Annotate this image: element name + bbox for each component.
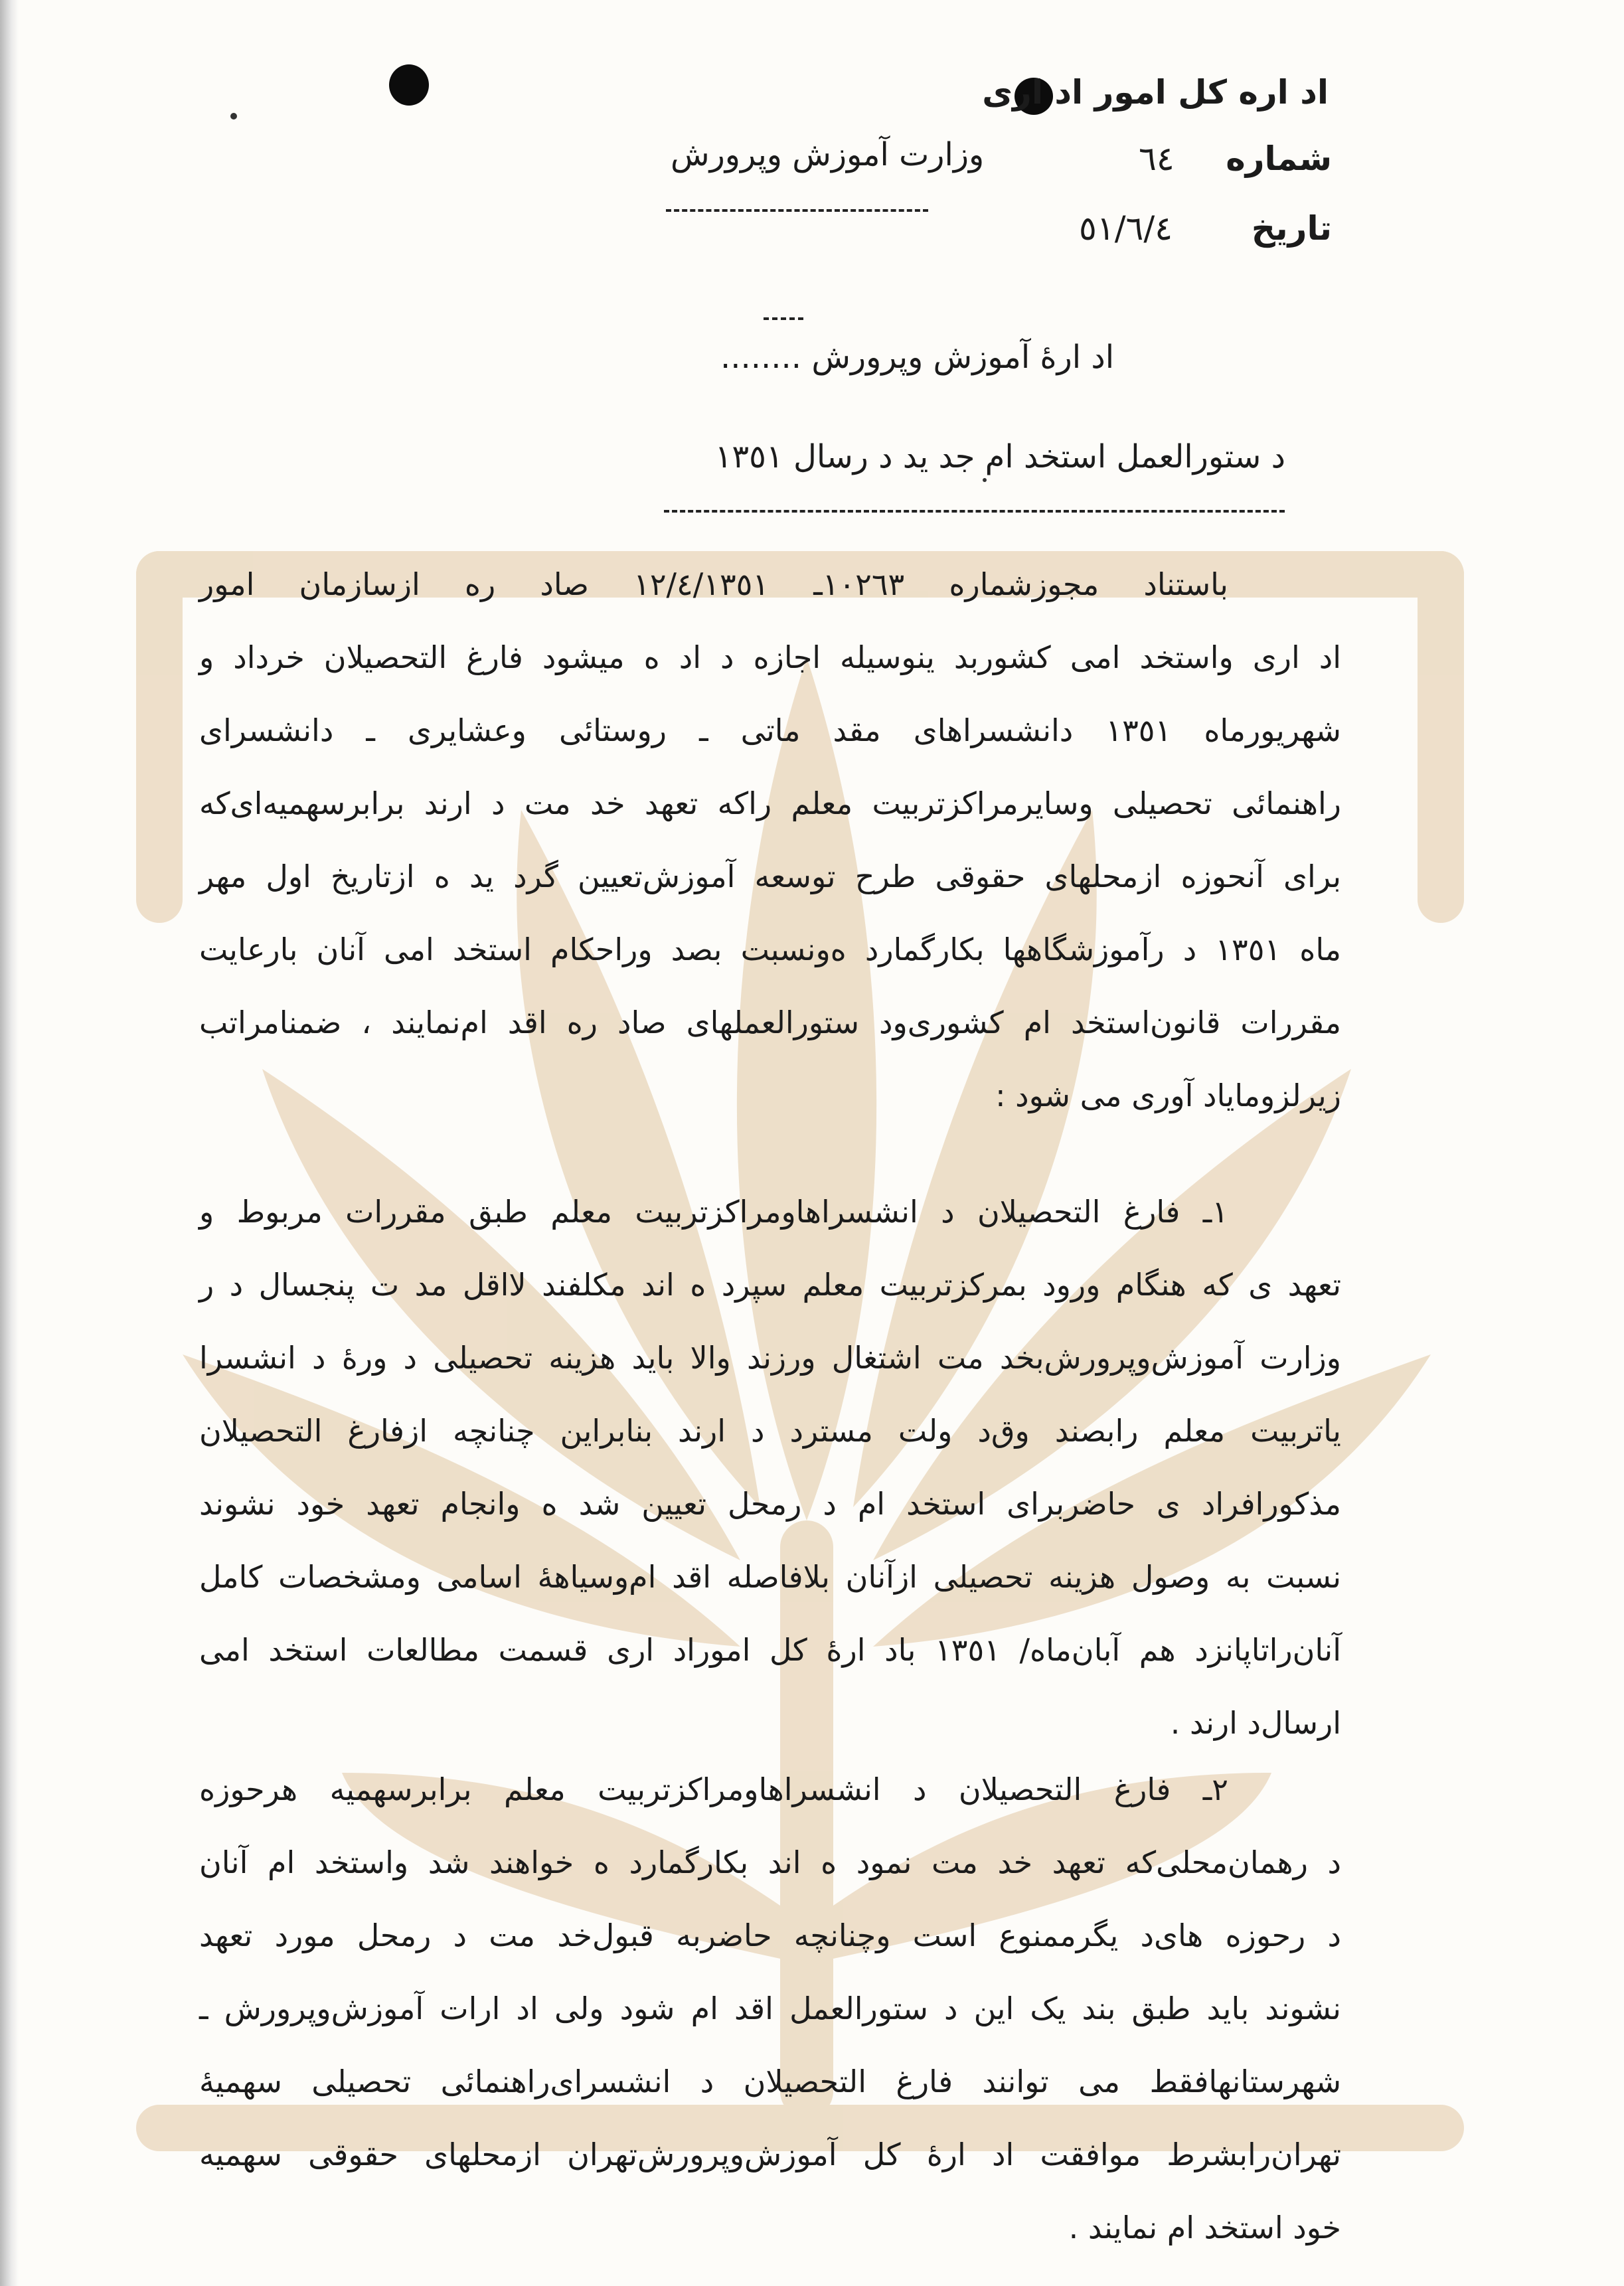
intro-line: باستناد مجوزشماره ١٠٢٦٣ـ ١٢/٤/١٣٥١ صاد ره ازسازمان امور bbox=[199, 566, 1228, 602]
instruction-item-1 bbox=[199, 1175, 1341, 1759]
letter-date-label: تاریخ bbox=[1251, 209, 1332, 248]
intro-line: راهنمائی تحصیلی وسایرمراکزتربیت معلم راکه تعهد خد مت د ارند برابرسهمیه‌ای‌که bbox=[199, 785, 1341, 821]
ministry-name: وزارت آموزش وپرورش bbox=[671, 136, 985, 173]
intro-line: ماه ١٣٥١ د رآموزشگاهها بکارگمارد ه‌ونسبت بصد وراحکام استخد امی آنان بارعایت bbox=[199, 932, 1341, 967]
item-line: نسبت به وصول هزینه تحصیلی ازآنان بلافاصله اقد ام‌وسیاهه‌ٔ اسامی ومشخصات کامل bbox=[199, 1559, 1341, 1595]
item-line: ١ـ فارغ التحصیلان د انشسراها‌ومراکزتربیت معلم طبق مقررات مربوط و bbox=[199, 1194, 1228, 1230]
intro-line: مقررات قانون‌استخد ام کشوری‌ود ستورالعملهای صاد ره اقد ام‌نمایند ، ضمنا‌مراتب bbox=[199, 1005, 1341, 1040]
instruction-item-2 bbox=[199, 1753, 1341, 2264]
ink-speck bbox=[983, 478, 987, 482]
intro-line: اد اری واستخد امی کشوربد ینوسیله اجازه د اد ه میشود فارغ التحصیلان خرداد و bbox=[199, 639, 1341, 675]
ink-speck bbox=[230, 113, 237, 120]
item-line: شهرستانها‌فقط می توانند فارغ التحصیلان د انشسرای‌راهنمائی تحصیلی سهمیه‌ٔ bbox=[199, 2064, 1341, 2099]
paper-edge-shadow bbox=[0, 0, 19, 2286]
intro-line: برای آنحوزه ازمحلهای حقوقی طرح توسعه آموزش‌تعیین گرد ید ه ازتاریخ اول مهر bbox=[199, 858, 1341, 894]
item-line: تهران‌رابشرط موافقت اد اره‌ٔ کل آموزش‌وپرورش‌تهران ازمحلهای حقوقی سهمیه bbox=[199, 2137, 1341, 2172]
addressee-overline bbox=[764, 317, 803, 320]
item-line: نشوند باید طبق بند یک این د ستورالعمل اقد ام شود ولی اد ارات آموزش‌وپرورش ـ bbox=[199, 1991, 1341, 2026]
subject-underline bbox=[664, 510, 1285, 513]
subject-line: د ستورالعمل استخد ام جد ید د رسال ١٣٥١ bbox=[714, 438, 1285, 475]
letter-date-value: ٥١/٦/٤ bbox=[1079, 209, 1173, 248]
item-line: د رهمان‌محلی‌که تعهد خد مت نمود ه اند بکارگمارد ه خواهند شد واستخد ام آنان bbox=[199, 1844, 1341, 1880]
ministry-underline bbox=[666, 209, 928, 212]
item-line: یاتربیت معلم رابصند وق‌د ولت مسترد د ارند بنابراین چنانچه ازفارغ التحصیلان bbox=[199, 1413, 1341, 1449]
addressee: اد اره‌ٔ آموزش وپرورش ........ bbox=[720, 339, 1115, 376]
punch-hole-left bbox=[389, 64, 429, 106]
item-line: خود استخد ام نمایند . bbox=[1068, 2210, 1341, 2245]
item-line: آنان‌راتاپانزد هم آبان‌ماه/ ١٣٥١ باد اره‌ٔ کل اموراد اری قسمت مطالعات استخد امی bbox=[199, 1632, 1341, 1668]
item-line: ٢ـ فارغ التحصیلان د انشسراها‌ومراکزتربیت معلم برابرسهمیه هرحوزه bbox=[199, 1771, 1228, 1807]
letter-number-value: ٦٤ bbox=[1139, 139, 1175, 178]
item-line: ارسال‌د ارند . bbox=[1170, 1705, 1341, 1741]
letter-number-label: شماره bbox=[1226, 139, 1332, 178]
intro-line: شهریورماه ١٣٥١ دانشسراهای مقد ماتی ـ روستائی وعشایری ـ دانشسرای bbox=[199, 712, 1341, 748]
intro-line: زیرلزوما‌یاد آوری می شود : bbox=[995, 1078, 1341, 1113]
item-line: تعهد ی که هنگام ورود بمرکزتربیت معلم سپرد ه اند مکلفند لااقل مد ت پنجسال د ر bbox=[199, 1267, 1341, 1303]
item-line: د رحوزه های‌د یگرممنوع است وچنانچه حاضربه قبول‌خد مت د رمحل مورد تعهد bbox=[199, 1918, 1341, 1953]
item-line: وزارت آموزش‌وپرورش‌بخد مت اشتغال ورزند والا باید هزینه تحصیلی د وره‌ٔ د انشسرا bbox=[199, 1340, 1341, 1376]
office-name: اد اره کل امور اد اری bbox=[982, 73, 1329, 112]
item-line: مذکورافراد ی حاضربرای استخد ام د رمحل تعیین شد ه وانجام تعهد خود نشوند bbox=[199, 1486, 1341, 1522]
intro-paragraph bbox=[199, 548, 1341, 1132]
